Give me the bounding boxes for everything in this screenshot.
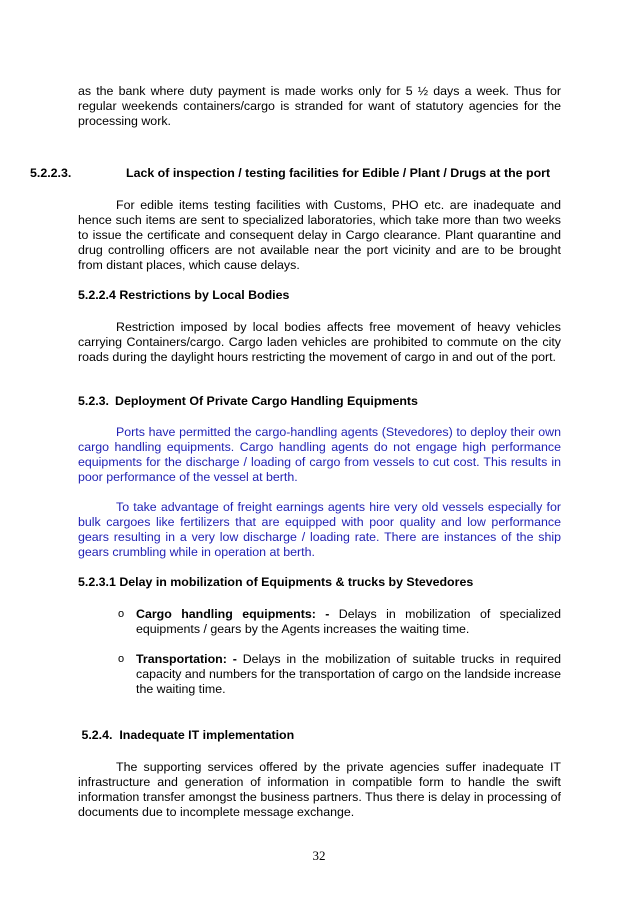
list-item [118, 652, 561, 697]
section-heading-5-2-2-4: 5.2.2.4 Restrictions by Local Bodies [78, 288, 290, 302]
paragraph-freight-earnings: To take advantage of freight earnings agents hire very old vessels especially for bulk cargoes like fertilizers that are equipped with poor quality and low performance gears resulting in a very low discharge / loading rate. There are instances of the ship gears crumbling while in operation at berth. [78, 500, 561, 559]
list-item-text: Delays in mobilization of specialized equipments / gears by the Agents increases the waiting time. [136, 607, 561, 636]
bullet-circle-icon: o [118, 608, 125, 620]
paragraph-it-implementation: The supporting services offered by the private agencies suffer inadequate IT infrastructure and generation of information in compatible form to handle the swift information transfer amongst the business partners. Thus there is delay in processing of documents due to incomplete message exchange. [78, 760, 561, 819]
paragraph-local-bodies: Restriction imposed by local bodies affects free movement of heavy vehicles carrying Containers/cargo. Cargo laden vehicles are prohibited to commute on the city roads during the daylight hours restricting the movement of cargo in and out of the port. [78, 320, 561, 364]
list-item-label: Cargo handling equipments: - [136, 607, 330, 621]
intro-paragraph: as the bank where duty payment is made works only for 5 ½ days a week. Thus for regular weekends containers/cargo is stranded for want of statutory agencies for the processing work. [78, 84, 561, 128]
section-number: 5.2.3. [78, 394, 110, 408]
list-item-text: Delays in the mobilization of suitable trucks in required capacity and numbers for the transportation of cargo on the landside increase the waiting time. [136, 652, 561, 696]
list-item-label: Transportation: - [136, 652, 237, 666]
section-heading-5-2-2-3 [30, 165, 561, 181]
bullet-list [78, 607, 561, 697]
paragraph-edible-testing: For edible items testing facilities with Customs, PHO etc. are inadequate and hence such items are sent to specialized laboratories, which take more than two weeks to issue the certificate and consequent delay in Cargo clearance. Plant quarantine and drug controlling officers are not available near the port vicinity and are to be brought from distant places, which cause delays. [78, 198, 561, 272]
list-item [118, 607, 561, 637]
section-number: 5.2.2.3. [30, 166, 72, 180]
section-title: Lack of inspection / testing facilities for Edible / Plant / Drugs at the port [126, 166, 551, 180]
section-heading-5-2-4: 5.2.4. Inadequate IT implementation [78, 728, 295, 742]
bullet-circle-icon: o [118, 653, 125, 665]
section-heading-5-2-3 [78, 393, 561, 409]
paragraph-stevedores-equipment: Ports have permitted the cargo-handling agents (Stevedores) to deploy their own cargo handling equipments. Cargo handling agents do not engage high performance equipments for the discharge / loading of cargo from vessels to cut cost. This results in poor performance of the vessel at berth. [78, 425, 561, 484]
section-heading-5-2-3-1: 5.2.3.1 Delay in mobilization of Equipments & trucks by Stevedores [78, 575, 474, 589]
document-page [30, 84, 561, 820]
page-number: 32 [312, 848, 326, 863]
section-title: Deployment Of Private Cargo Handling Equipments [115, 394, 418, 408]
